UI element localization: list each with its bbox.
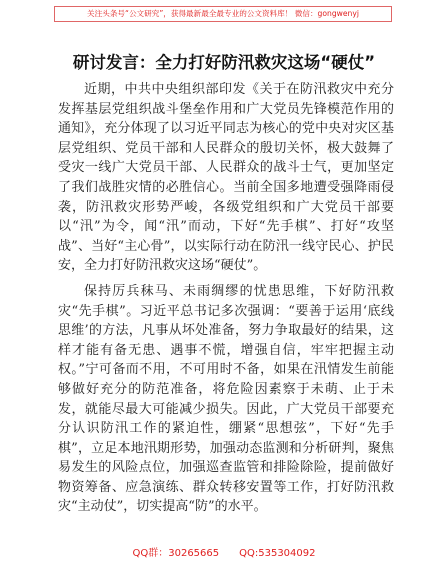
qq-number: QQ:535304092 bbox=[239, 548, 316, 559]
document-title: 研讨发言：全力打好防汛救灾这场“硬仗” bbox=[72, 53, 376, 72]
paragraph-first-point: 保持厉兵秣马、未雨绸缪的忧患思维，下好防汛救灾“先手棋”。习近平总书记多次强调：“要善于运用‘底线思维’的方法，凡事从坏处准备，努力争取最好的结果，这样才能有备无患、遇事不慌，增强自信，牢牢把握主动权。”宁可备而不用，不可用时不备，如果在汛情发生前能够做好充分的防范准备，将危险因素察于未萌、止于未发，就能尽最大可能减少损失。因此，广大党员干部要充分认识防汛工作的紧迫性，绷紧“思想弦”，下好“先手棋”，立足本地汛期形势，加强动态监测和分析研判，聚焦易发生的风险点位，加强巡查监管和排险除险，提前做好物资筹备、应急演练、群众转移安置等工作，打好防汛救灾“主动仗”，切实提高“防”的水平。 bbox=[58, 283, 394, 515]
contact-footer bbox=[0, 544, 448, 559]
promo-banner: 关注头条号“公文研究”，获得最新最全最专业的公文资料库！ 微信：gongwenyj bbox=[54, 6, 392, 22]
document-body bbox=[58, 80, 394, 517]
paragraph-intro: 近期，中共中央组织部印发《关于在防汛救灾中充分发挥基层党组织战斗堡垒作用和广大党员先锋模范作用的通知》，充分体现了以习近平同志为核心的党中央对灾区基层党组织、党员干部和人民群众的殷切关怀，极大鼓舞了受灾一线广大党员干部、人民群众的战斗士气，更加坚定了我们战胜灾情的必胜信心。当前全国多地遭受强降雨侵袭，防汛救灾形势严峻，各级党组织和广大党员干部要以“汛”为令，闻“汛”而动，下好“先手棋”、打好“攻坚战”、当好“主心骨”，以实际行动在防汛一线守民心、护民安，全力打好防汛救灾这场“硬仗”。 bbox=[58, 82, 394, 274]
qq-group-number: QQ群：30265665 bbox=[132, 548, 220, 559]
